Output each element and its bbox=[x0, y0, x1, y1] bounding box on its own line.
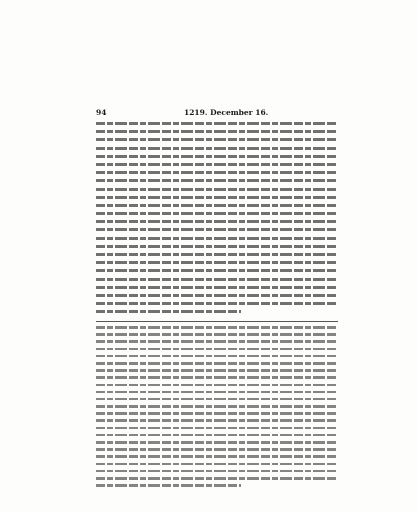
text-line bbox=[96, 122, 338, 125]
text-line bbox=[96, 412, 338, 415]
footnote-rule bbox=[96, 321, 338, 322]
text-line bbox=[96, 348, 338, 351]
text-line bbox=[96, 484, 241, 487]
text-line bbox=[96, 340, 338, 343]
text-line bbox=[96, 147, 338, 150]
text-line bbox=[96, 155, 338, 158]
text-line bbox=[96, 212, 338, 215]
text-line bbox=[96, 253, 338, 256]
text-line bbox=[96, 362, 338, 365]
text-line bbox=[96, 220, 338, 223]
text-line bbox=[96, 261, 338, 264]
text-line bbox=[96, 130, 338, 133]
text-line bbox=[96, 463, 338, 466]
text-line bbox=[96, 333, 338, 336]
footnotes-block bbox=[96, 326, 338, 491]
text-line bbox=[96, 405, 338, 408]
text-line bbox=[96, 384, 338, 387]
text-line bbox=[96, 204, 338, 207]
text-line bbox=[96, 441, 338, 444]
text-line bbox=[96, 302, 338, 305]
text-line bbox=[96, 455, 338, 458]
text-line bbox=[96, 138, 338, 141]
running-header bbox=[96, 108, 336, 118]
text-line bbox=[96, 179, 338, 182]
main-text-block bbox=[96, 122, 338, 319]
text-line bbox=[96, 245, 338, 248]
text-line bbox=[96, 269, 338, 272]
text-line bbox=[96, 376, 338, 379]
text-line bbox=[96, 294, 338, 297]
text-line bbox=[96, 237, 338, 240]
text-line bbox=[96, 355, 338, 358]
text-line bbox=[96, 448, 338, 451]
text-line bbox=[96, 286, 338, 289]
running-title: 1219. December 16. bbox=[184, 108, 269, 117]
text-line bbox=[96, 398, 338, 401]
text-line bbox=[96, 310, 241, 313]
text-line bbox=[96, 434, 338, 437]
text-line bbox=[96, 326, 338, 329]
text-line bbox=[96, 477, 338, 480]
text-line bbox=[96, 369, 338, 372]
page-number: 94 bbox=[96, 108, 107, 117]
text-line bbox=[96, 391, 338, 394]
text-line bbox=[96, 427, 338, 430]
text-line bbox=[96, 171, 338, 174]
text-line bbox=[96, 470, 338, 473]
text-line bbox=[96, 163, 338, 166]
text-line bbox=[96, 228, 338, 231]
text-line bbox=[96, 419, 338, 422]
text-line bbox=[96, 188, 338, 191]
text-line bbox=[96, 278, 338, 281]
text-line bbox=[96, 196, 338, 199]
